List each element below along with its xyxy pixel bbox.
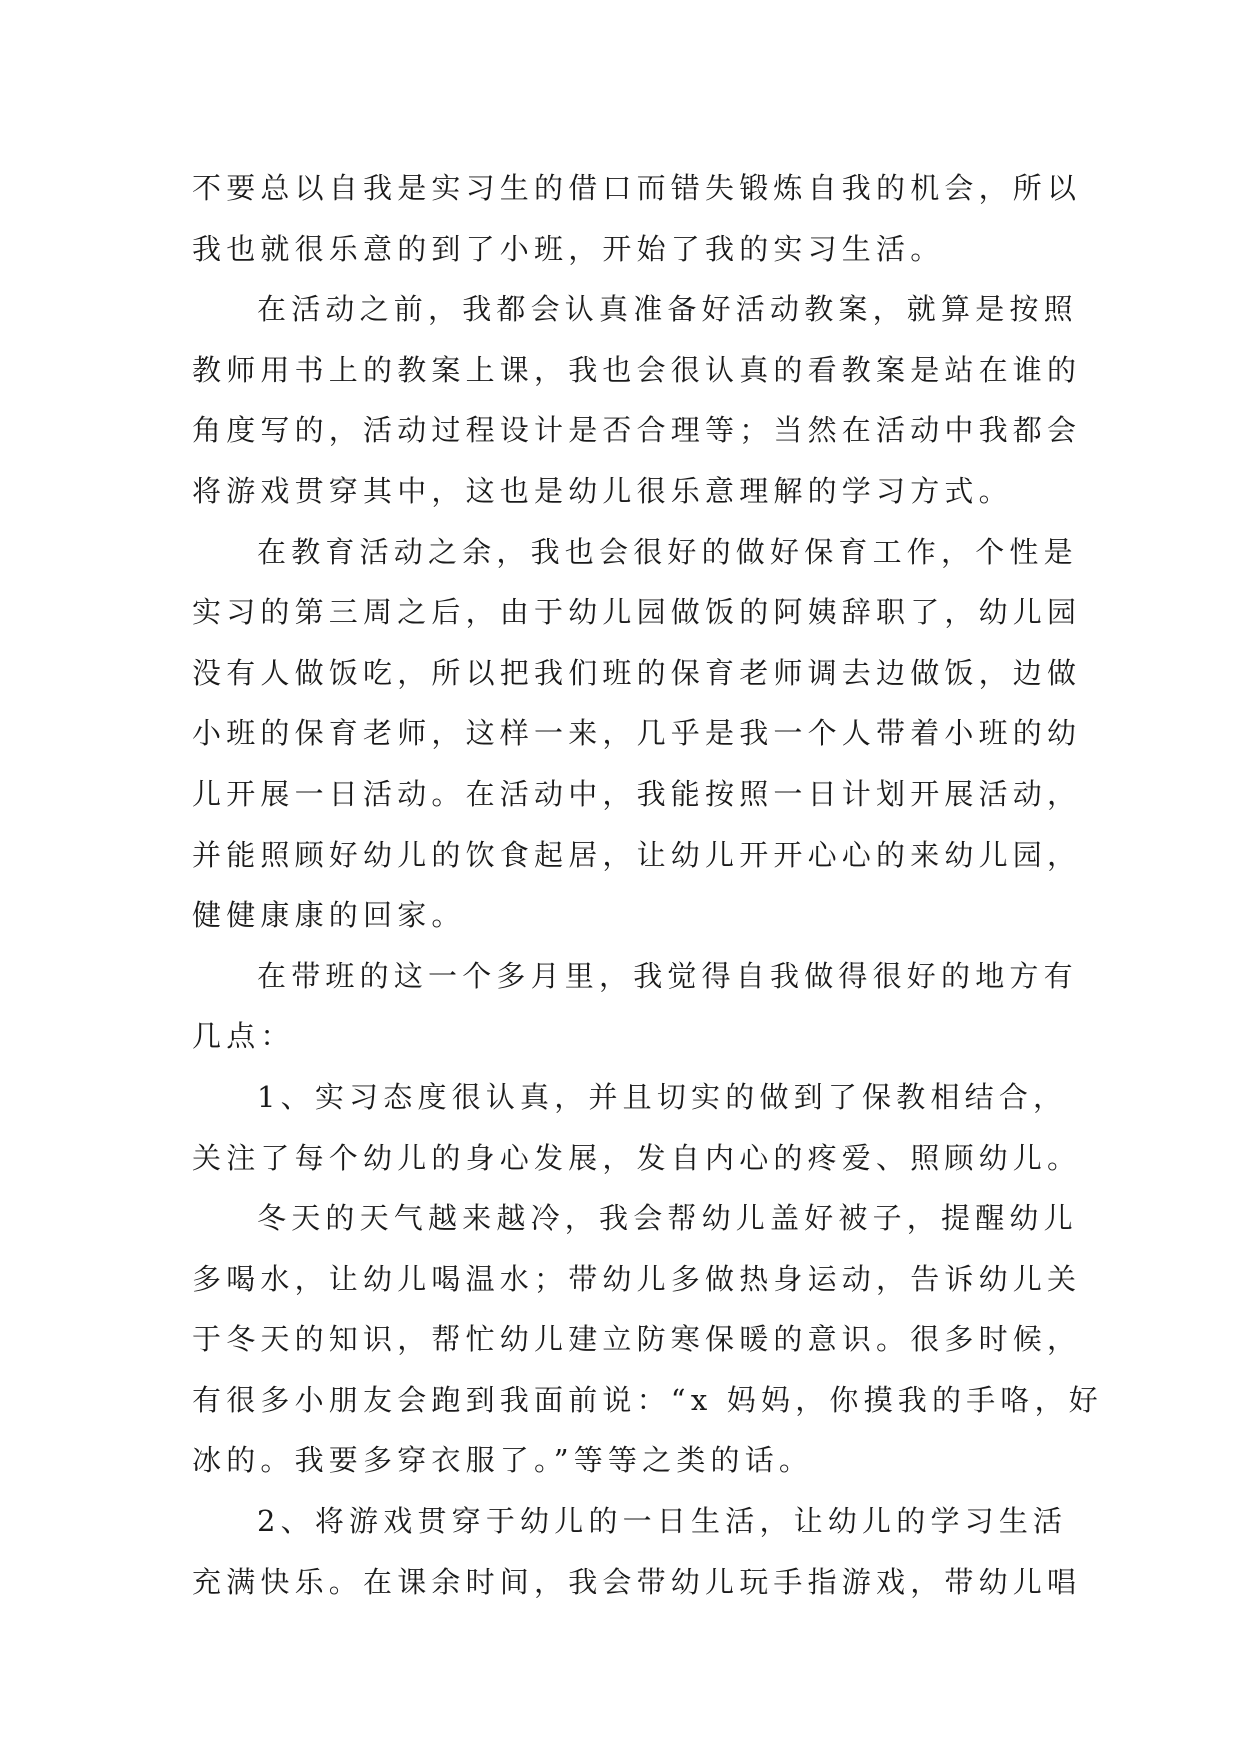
text-line: 于冬天的知识，帮忙幼儿建立防寒保暖的意识。很多时候， (192, 1322, 1082, 1357)
text-line: 冬天的天气越来越冷，我会帮幼儿盖好被子，提醒幼儿 (257, 1201, 1078, 1236)
text-line: 在教育活动之余，我也会很好的做好保育工作，个性是 (257, 534, 1078, 569)
text-line: 实习的第三周之后，由于幼儿园做饭的阿姨辞职了，幼儿园 (192, 595, 1082, 630)
text-line: 没有人做饭吃，所以把我们班的保育老师调去边做饭，边做 (192, 655, 1082, 690)
text-line: 不要总以自我是实习生的借口而错失锻炼自我的机会，所以 (192, 171, 1082, 205)
text-line: 几点： (192, 1019, 295, 1054)
text-line: 将游戏贯穿其中，这也是幼儿很乐意理解的学习方式。 (192, 473, 1013, 508)
text-line: 1、实习态度很认真，并且切实的做到了保教相结合， (257, 1079, 1068, 1114)
text-line: 角度写的，活动过程设计是否合理等；当然在活动中我都会 (192, 413, 1082, 448)
text-line: 小班的保育老师，这样一来，几乎是我一个人带着小班的幼 (192, 716, 1082, 751)
text-line: 在活动之前，我都会认真准备好活动教案，就算是按照 (257, 292, 1078, 327)
body-text (192, 158, 1103, 1612)
text-line: 并能照顾好幼儿的饮食起居，让幼儿开开心心的来幼儿园， (192, 837, 1082, 872)
text-line: 2、将游戏贯穿于幼儿的一日生活，让幼儿的学习生活 (257, 1504, 1068, 1539)
text-line: 教师用书上的教案上课，我也会很认真的看教案是站在谁的 (192, 352, 1082, 387)
text-line: 健健康康的回家。 (192, 898, 466, 933)
text-line: 在带班的这一个多月里，我觉得自我做得很好的地方有 (257, 958, 1078, 993)
text-line: 多喝水，让幼儿喝温水；带幼儿多做热身运动，告诉幼儿关 (192, 1261, 1082, 1296)
text-line: 关注了每个幼儿的身心发展，发自内心的疼爱、照顾幼儿。 (192, 1140, 1082, 1175)
text-line: 我也就很乐意的到了小班，开始了我的实习生活。 (192, 231, 945, 266)
text-line: 冰的。我要多穿衣服了。”等等之类的话。 (192, 1443, 814, 1478)
text-line: 儿开展一日活动。在活动中，我能按照一日计划开展活动， (192, 776, 1082, 811)
text-line: 充满快乐。在课余时间，我会带幼儿玩手指游戏，带幼儿唱 (192, 1564, 1082, 1599)
text-line: 有很多小朋友会跑到我面前说：“x 妈妈，你摸我的手咯，好 (192, 1382, 1103, 1417)
